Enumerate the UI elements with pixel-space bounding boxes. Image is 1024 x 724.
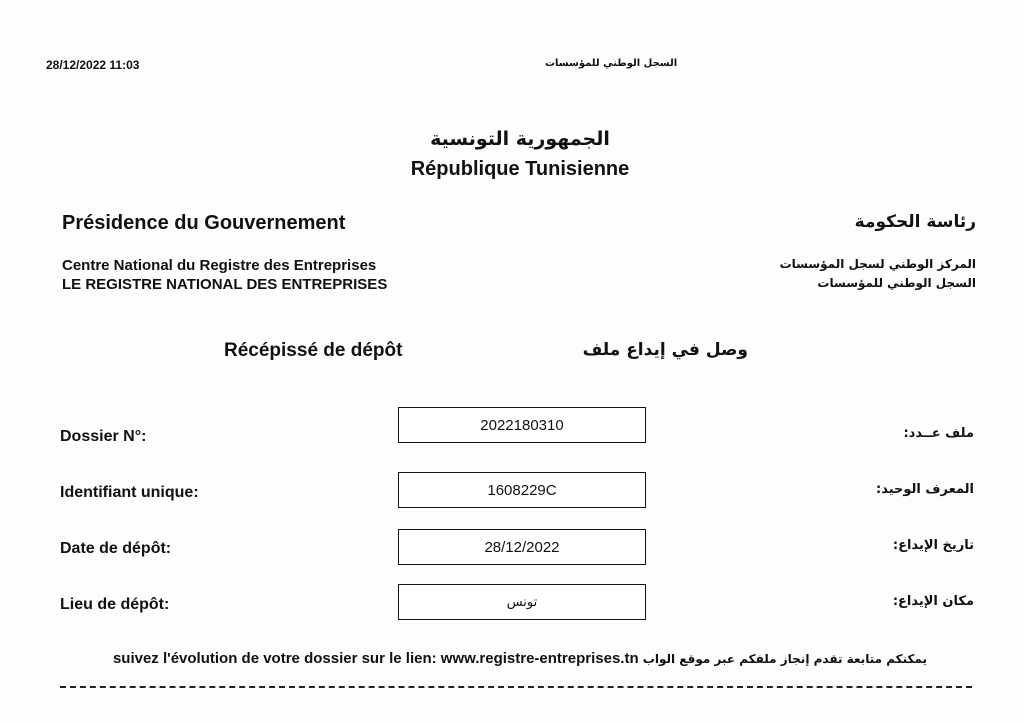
registre-name-fr: LE REGISTRE NATIONAL DES ENTREPRISES xyxy=(62,276,388,293)
date-label-fr: Date de dépôt: xyxy=(60,540,172,557)
date-depot-field: 28/12/2022 xyxy=(398,529,646,565)
date-label-ar: تاريخ الإيداع: xyxy=(892,538,974,553)
republic-title-ar: الجمهورية التونسية xyxy=(430,128,610,150)
centre-name-fr: Centre National du Registre des Entreprises xyxy=(62,257,377,274)
lieu-label-fr: Lieu de dépôt: xyxy=(60,596,170,613)
footer-text-ar: يمكنكم متابعة تقدم إنجاز ملفكم عبر موقع الواب xyxy=(642,652,928,666)
footer-text-fr: suivez l'évolution de votre dossier sur le lien: www.registre-entreprises.tn xyxy=(112,650,639,667)
dashed-separator xyxy=(60,686,972,688)
footer-notice xyxy=(0,650,1024,667)
print-header-title: السجل الوطني للمؤسسات xyxy=(545,58,678,69)
identifiant-label-fr: Identifiant unique: xyxy=(60,484,199,501)
identifiant-field: 1608229C xyxy=(398,472,646,508)
republic-title-fr: République Tunisienne xyxy=(410,158,630,180)
registre-name-ar: السجل الوطني للمؤسسات xyxy=(817,276,976,290)
dossier-number-field: 2022180310 xyxy=(398,407,646,443)
presidence-title-fr: Présidence du Gouvernement xyxy=(62,212,346,234)
dossier-label-fr: Dossier N°: xyxy=(60,428,147,445)
identifiant-label-ar: المعرف الوحيد: xyxy=(876,482,974,497)
centre-name-ar: المركز الوطني لسجل المؤسسات xyxy=(779,257,976,271)
receipt-title-ar: وصل في إيداع ملف xyxy=(582,340,748,360)
dossier-label-ar: ملف عــدد: xyxy=(903,426,974,441)
receipt-title-fr: Récépissé de dépôt xyxy=(224,340,403,361)
presidence-title-ar: رئاسة الحكومة xyxy=(854,212,976,232)
lieu-label-ar: مكان الإيداع: xyxy=(892,594,974,609)
lieu-depot-field: تونس xyxy=(398,584,646,620)
print-datetime: 28/12/2022 11:03 xyxy=(46,58,140,72)
